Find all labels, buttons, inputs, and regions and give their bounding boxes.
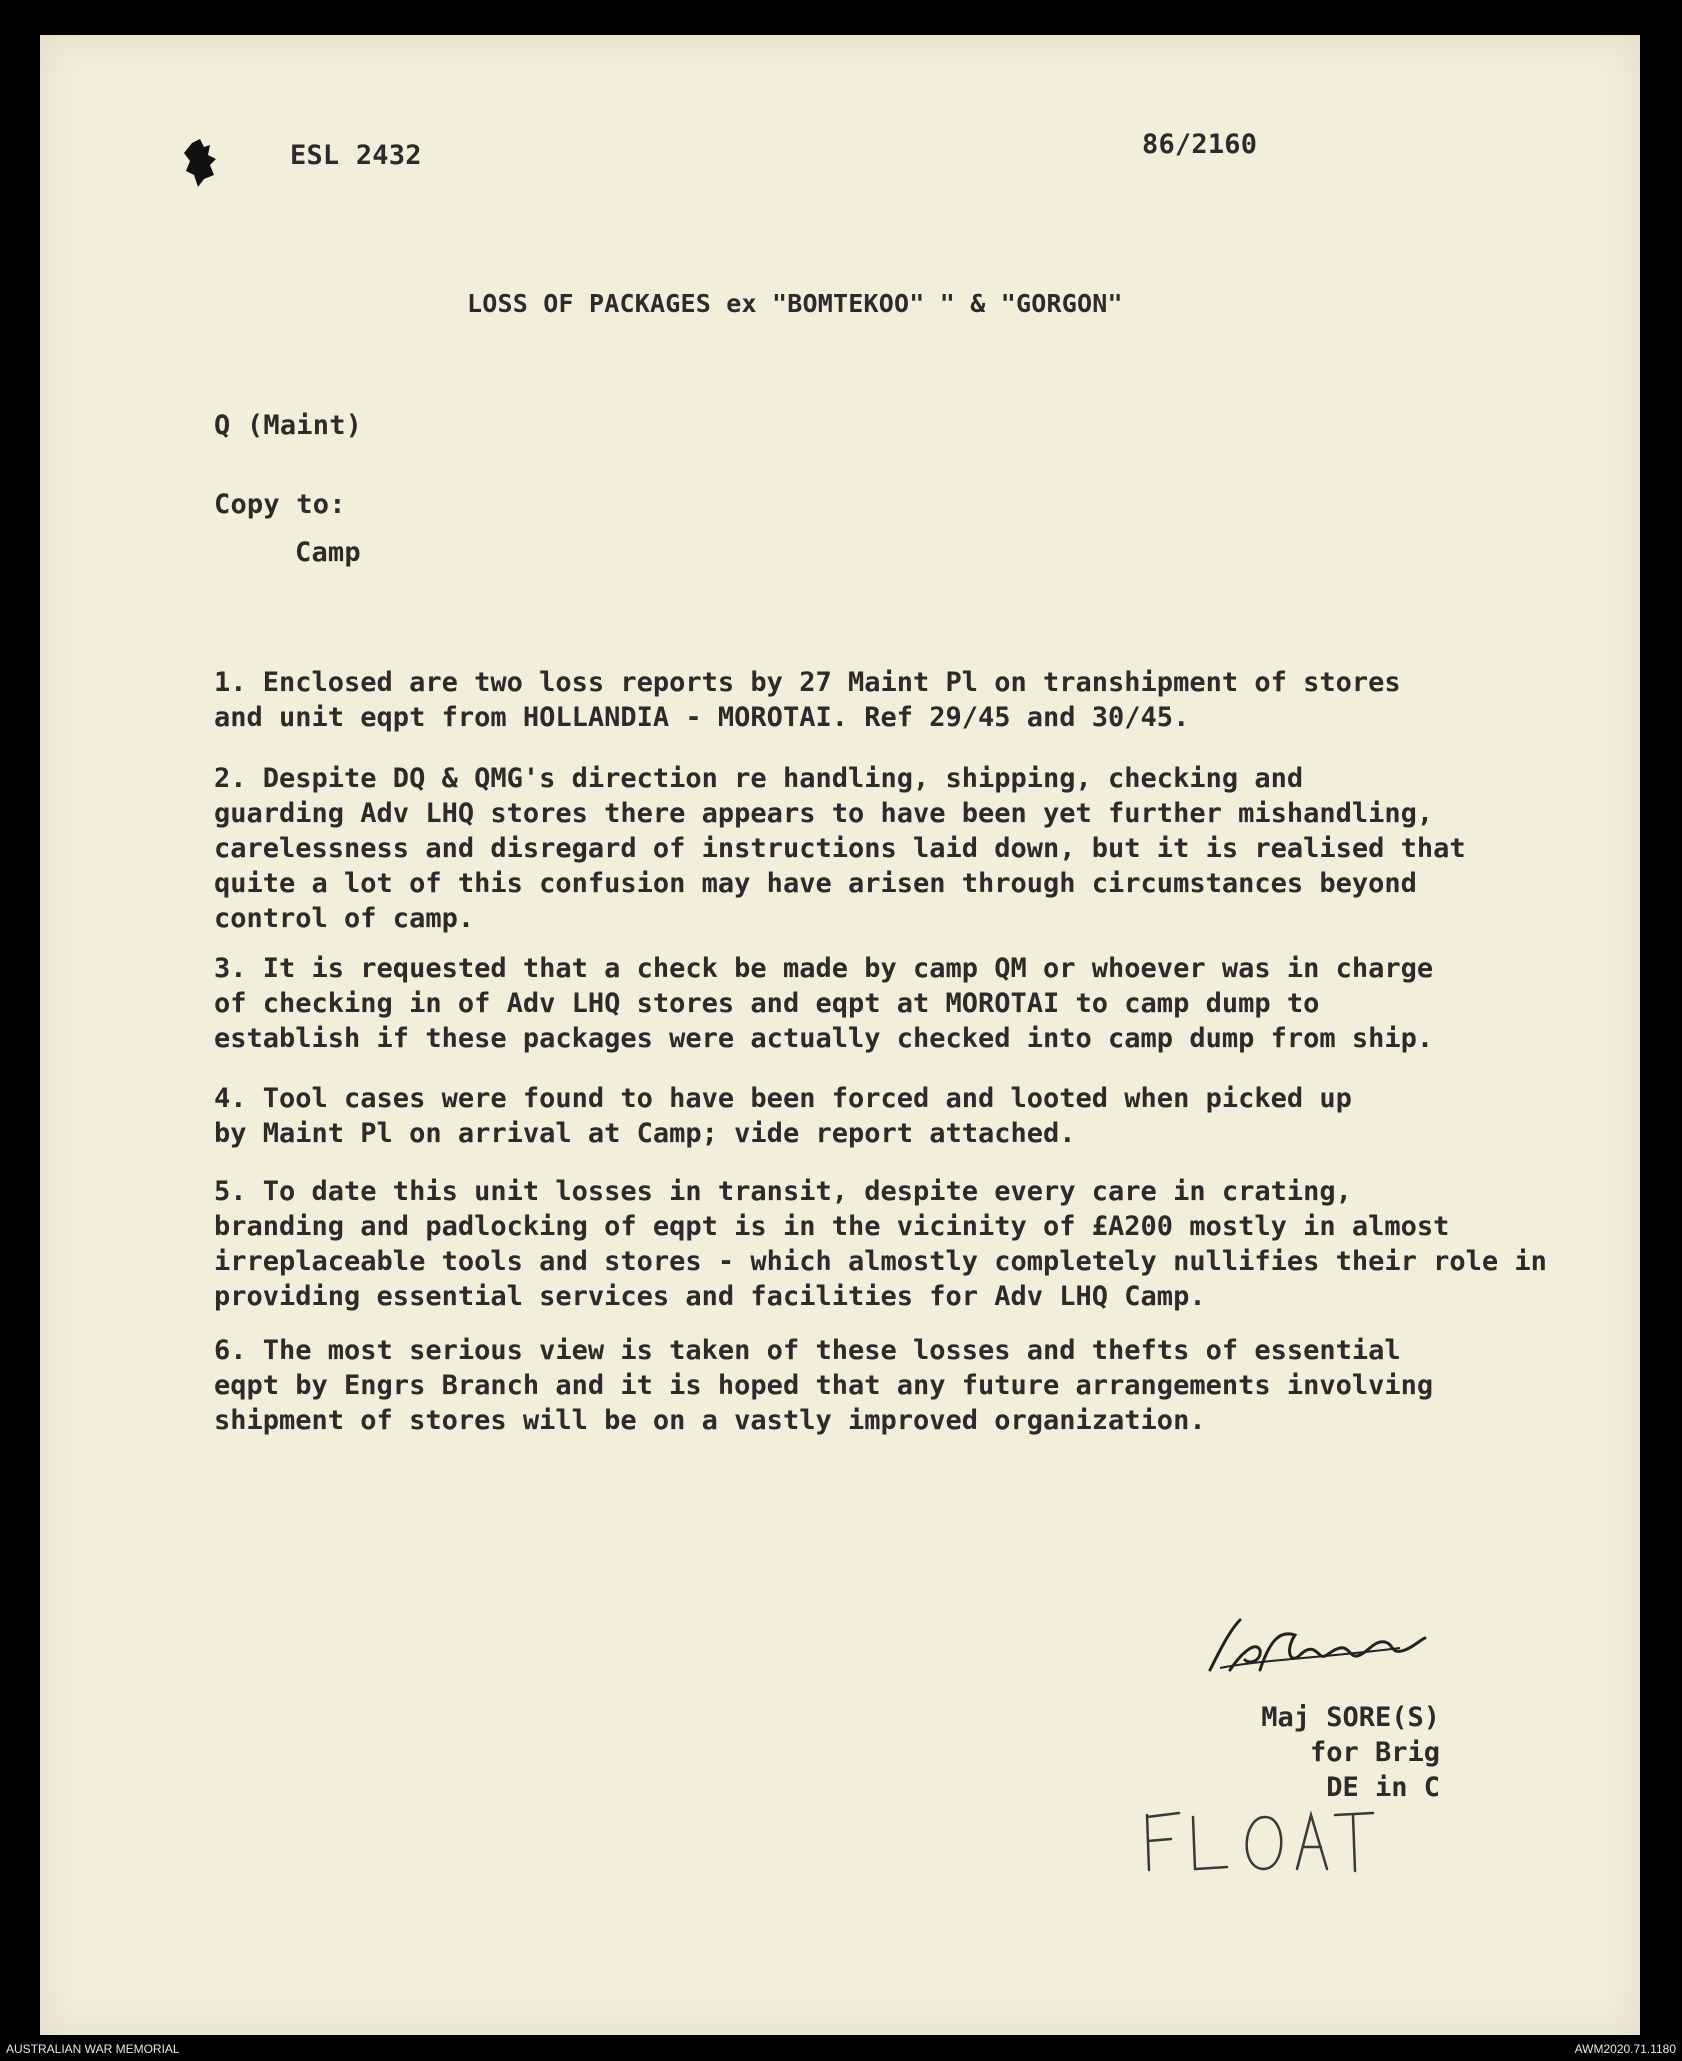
handwritten-float-note [1135, 1795, 1375, 1885]
signatory-rank: Maj SORE(S) [1261, 1702, 1440, 1733]
paragraph-5: 5. To date this unit losses in transit, despite every care in crating, branding and padlocking of eqpt is in the vicinity of £A200 mostly in almost irreplaceable tools and stores - which almostly completely nullifies their role in providing essential services and facilities for Adv LHQ Camp. [214, 1176, 1547, 1312]
file-number-right: 86/2160 [1142, 129, 1258, 160]
archive-footer [0, 2040, 1682, 2061]
document-page [40, 35, 1640, 2035]
paragraph-2: 2. Despite DQ & QMG's direction re handling, shipping, checking and guarding Adv LHQ stores there appears to have been yet further mishandling, carelessness and disregard of instructions laid down, but it is realised that quite a lot of this confusion may have arisen through circumstances beyond control of camp. [214, 763, 1466, 934]
handwritten-signature [1200, 1610, 1430, 1690]
signatory-for: for Brig [1309, 1737, 1440, 1768]
signatory-office: DE in C [1326, 1772, 1440, 1803]
paragraph-1: 1. Enclosed are two loss reports by 27 Maint Pl on transhipment of stores and unit eqpt from HOLLANDIA - MOROTAI. Ref 29/45 and 30/45. [214, 667, 1401, 733]
copy-to-label: Copy to: [214, 489, 346, 520]
reference-number-left: ESL 2432 [290, 140, 422, 171]
archive-reference: AWM2020.71.1180 [1574, 2042, 1676, 2056]
archive-name: AUSTRALIAN WAR MEMORIAL [6, 2042, 180, 2056]
document-title: LOSS OF PACKAGES ex "BOMTEKOO" " & "GORGON" [467, 289, 1123, 318]
paragraph-3: 3. It is requested that a check be made by camp QM or whoever was in charge of checking in of Adv LHQ stores and eqpt at MOROTAI to camp dump to establish if these packages were actually checked into camp dump from ship. [214, 953, 1434, 1054]
paragraph-4: 4. Tool cases were found to have been forced and looted when picked up by Maint Pl on arrival at Camp; vide report attached. [214, 1083, 1352, 1149]
paragraph-6: 6. The most serious view is taken of these losses and thefts of essential eqpt by Engrs Branch and it is hoped that any future arrangements involving shipment of stores will be on a vastly improved organization. [214, 1335, 1434, 1436]
punch-hole-mark [180, 135, 230, 190]
copy-to-recipient: Camp [295, 537, 361, 568]
signature-block [1261, 1700, 1440, 1805]
addressee: Q (Maint) [214, 410, 363, 441]
